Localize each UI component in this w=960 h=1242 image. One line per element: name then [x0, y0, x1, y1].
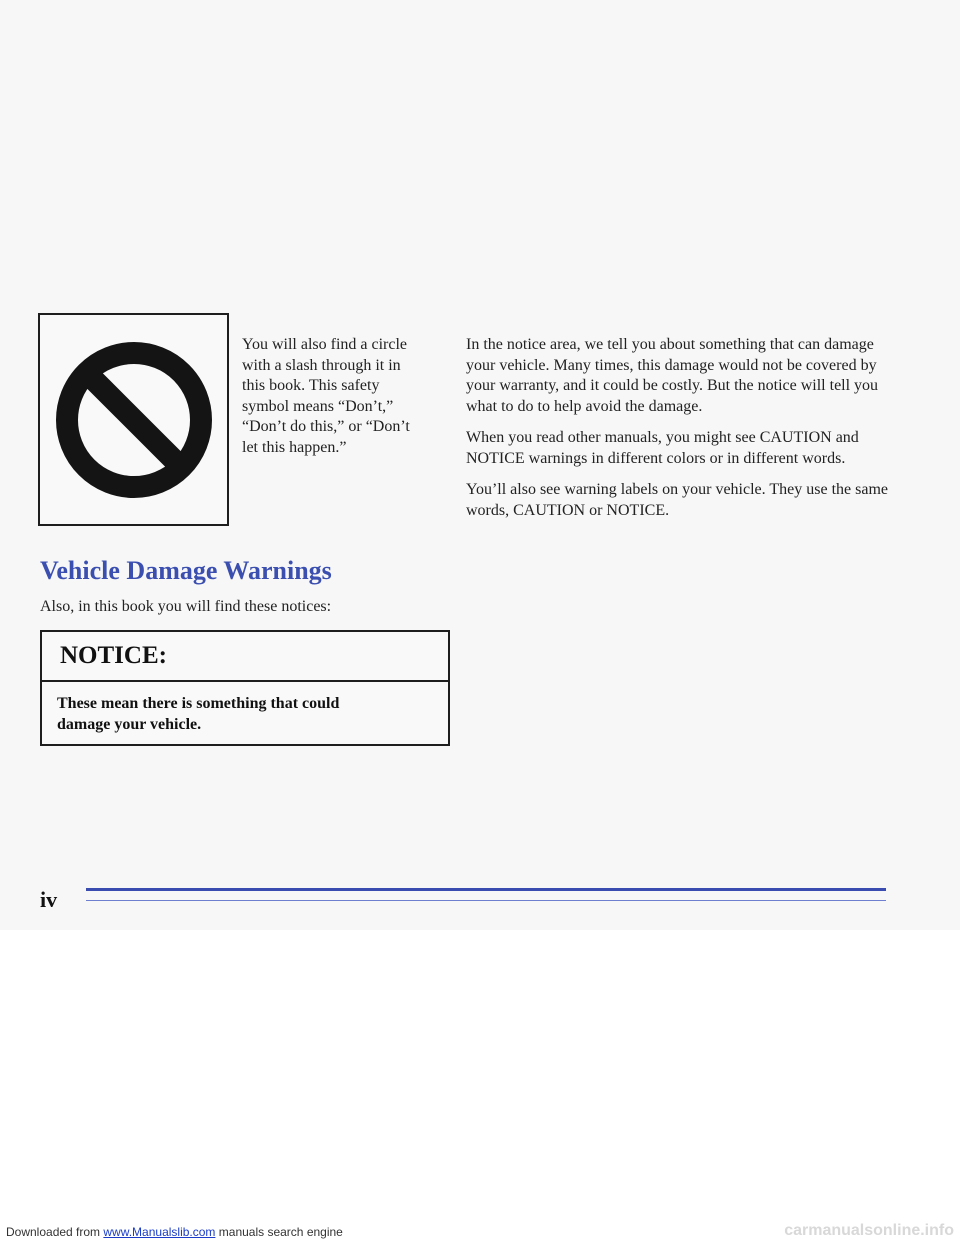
section-intro: Also, in this book you will find these notices:	[40, 598, 332, 615]
paragraph-other-manuals: When you read other manuals, you might see CAUTION and NOTICE warnings in different colors or in different words.	[466, 429, 859, 467]
safety-symbol-box	[38, 313, 229, 526]
no-circle-slash-icon	[55, 341, 213, 499]
download-footer	[6, 1225, 343, 1239]
paragraph-warning-labels: You’ll also see warning labels on your vehicle. They use the same words, CAUTION or NOTICE.	[466, 481, 888, 519]
manualslib-link[interactable]: www.Manualslib.com	[103, 1225, 216, 1239]
symbol-description-line: let this happen.”	[242, 438, 347, 456]
symbol-description-line: this book. This safety	[242, 377, 380, 394]
notice-title: NOTICE:	[60, 642, 167, 669]
notice-box	[40, 630, 450, 746]
footer-rule-thin	[86, 900, 886, 901]
footer-suffix: manuals search engine	[215, 1225, 343, 1239]
symbol-description-line: symbol means “Don’t,”	[242, 397, 394, 415]
symbol-description-line: “Don’t do this,” or “Don’t	[242, 418, 410, 435]
notice-body-line: damage your vehicle.	[57, 716, 202, 733]
right-column	[466, 335, 896, 532]
notice-divider	[42, 680, 448, 682]
paragraph-notice-area: In the notice area, we tell you about something that can damage your vehicle. Many times, this damage would not be covered by your warranty, and it could be costly. But the notice will tell you what to do to help avoid the damage.	[466, 336, 879, 415]
notice-body-line: These mean there is something that could	[57, 695, 340, 712]
section-heading: Vehicle Damage Warnings	[40, 556, 332, 585]
page-number: iv	[40, 887, 58, 912]
footer-prefix: Downloaded from	[6, 1225, 104, 1239]
footer-rule-thick	[86, 888, 886, 891]
symbol-description	[242, 335, 442, 458]
symbol-description-line: with a slash through it in	[242, 356, 401, 374]
watermark-text: carmanualsonline.info	[784, 1222, 954, 1239]
symbol-description-line: You will also find a circle	[242, 336, 408, 353]
notice-body	[57, 693, 417, 735]
